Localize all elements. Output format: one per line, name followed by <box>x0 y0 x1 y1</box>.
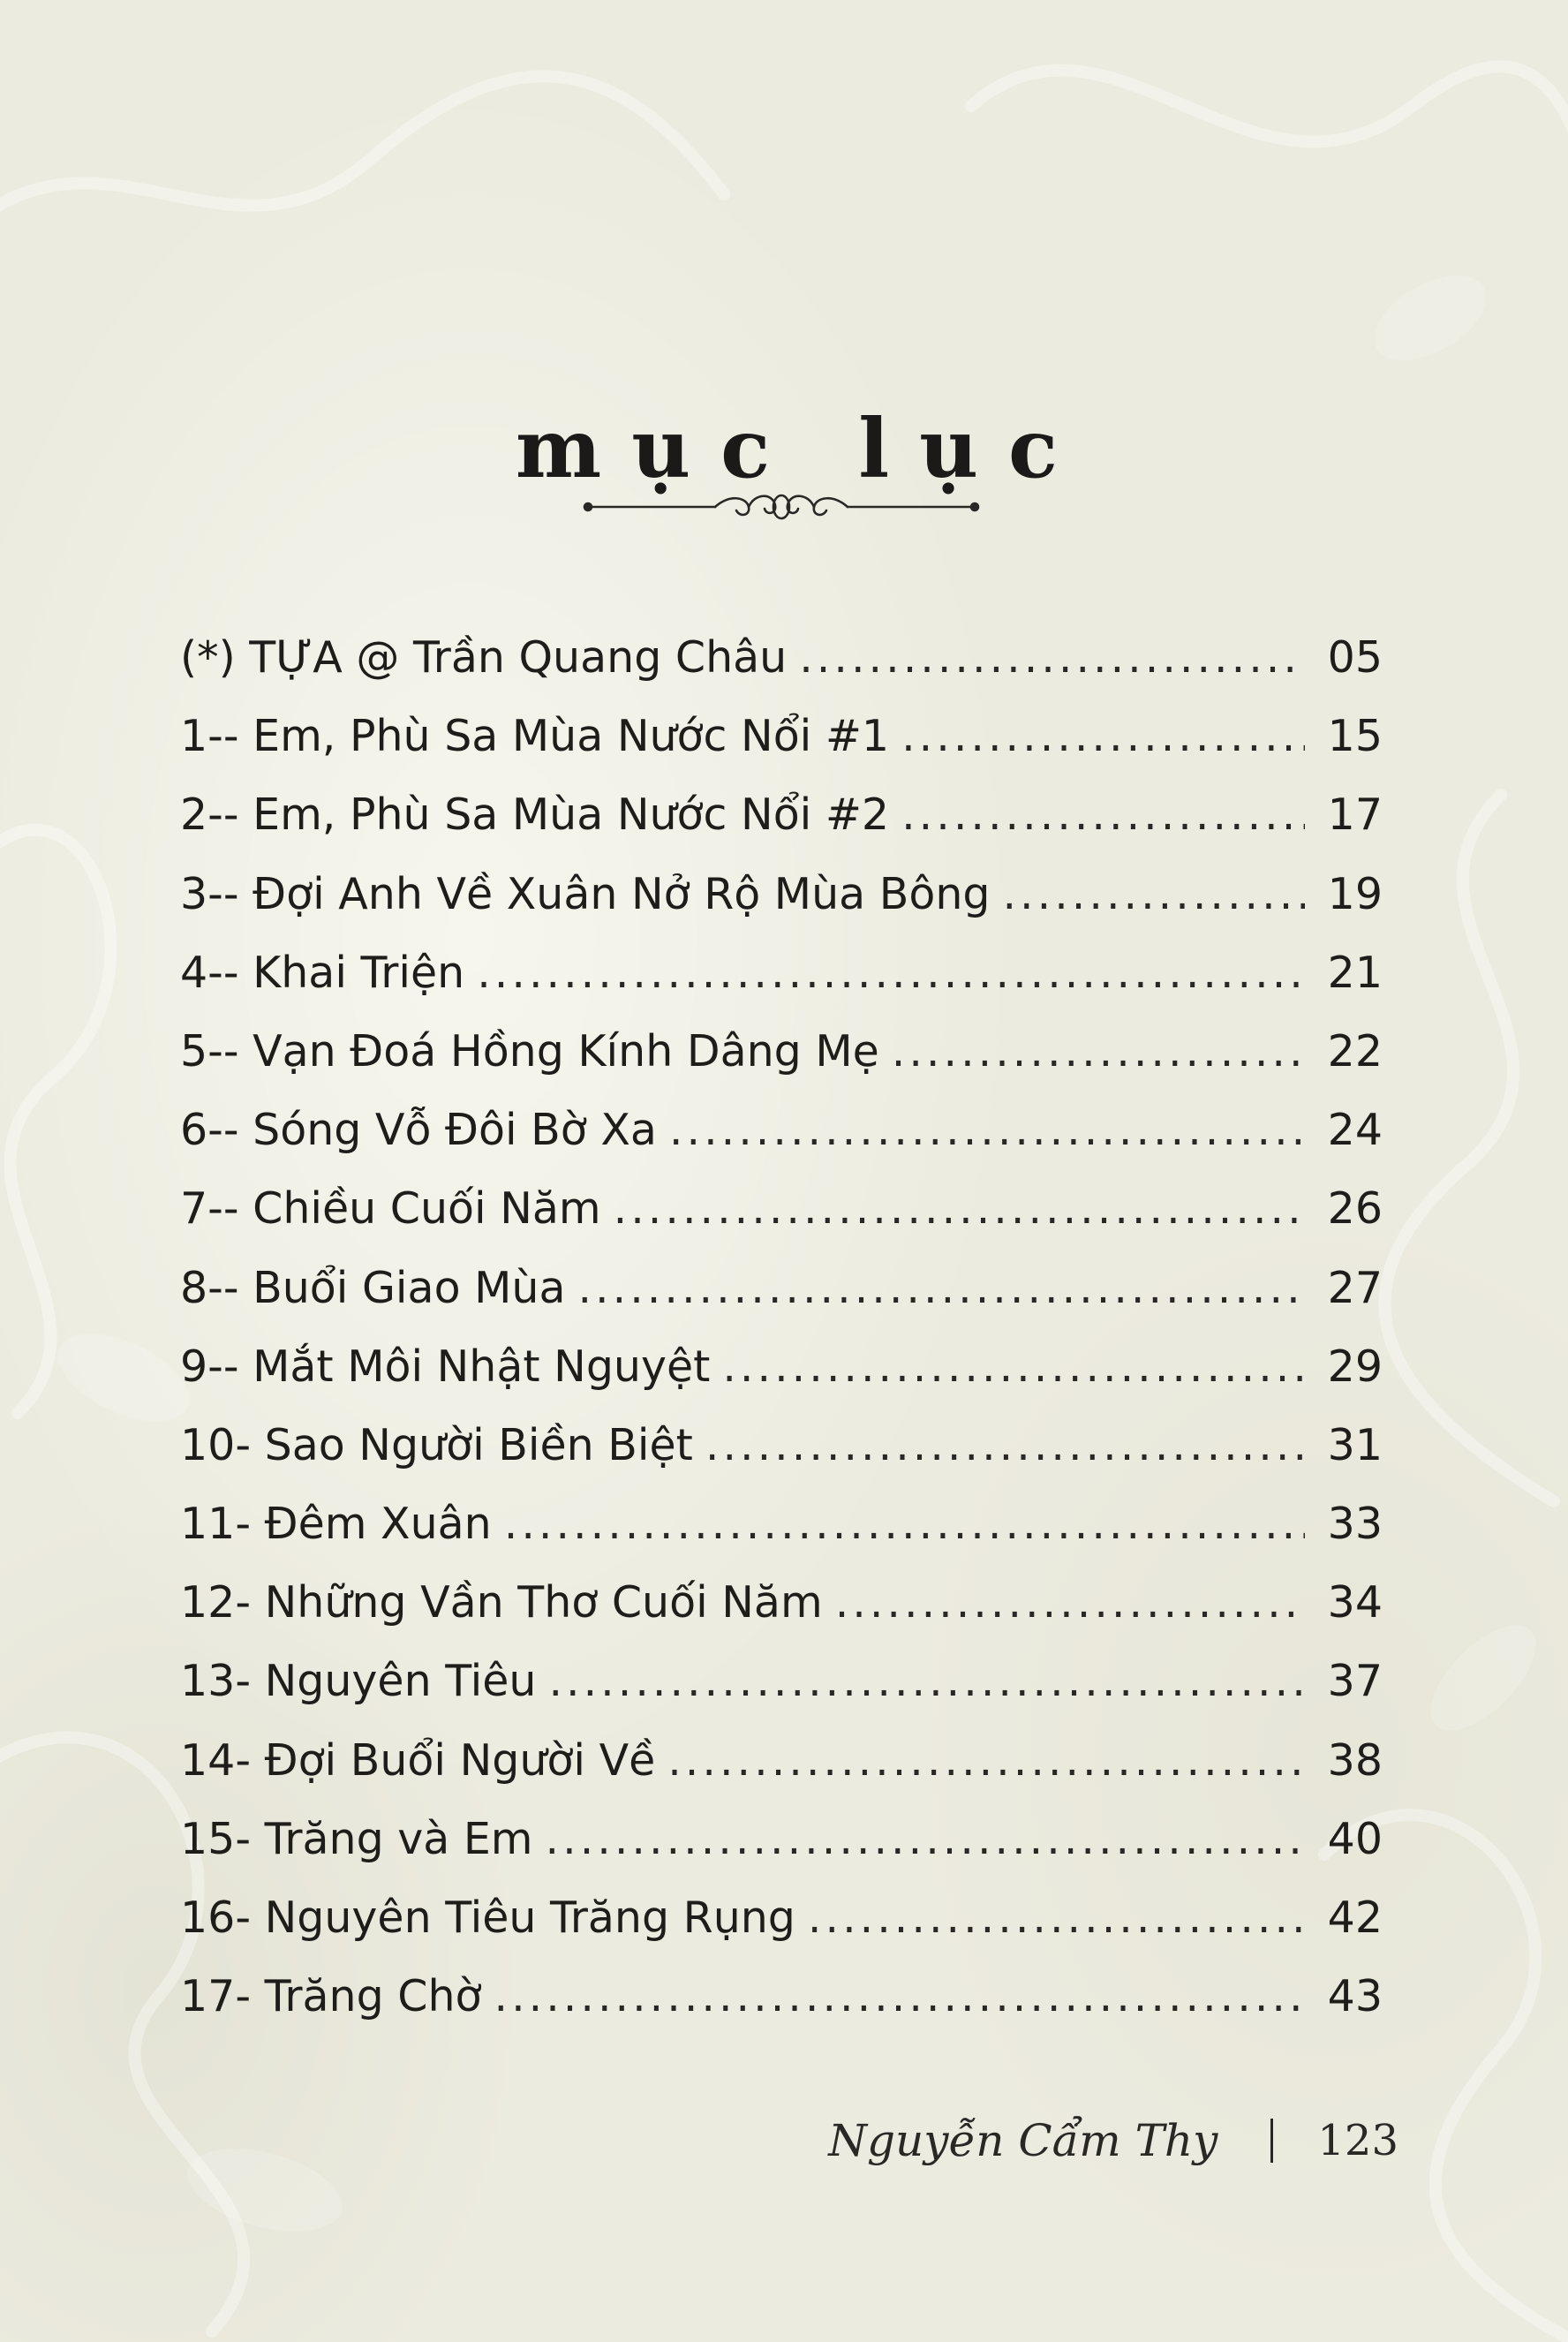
toc-entry-page-number: 15 <box>1327 711 1383 762</box>
toc-entry-page-number: 34 <box>1327 1577 1383 1628</box>
toc-dot-leader <box>504 1485 1305 1563</box>
toc-entry-title: 16- Nguyên Tiêu Trăng Rụng <box>180 1892 795 1943</box>
toc-entry-title: 9-- Mắt Môi Nhật Nguyệt <box>180 1341 711 1392</box>
toc-dot-leader <box>901 697 1305 775</box>
toc-entry-title: 1-- Em, Phù Sa Mùa Nước Nổi #1 <box>180 711 890 762</box>
toc-entry <box>180 1169 1383 1248</box>
toc-dot-leader <box>722 1327 1305 1406</box>
toc-entry-title: 17- Trăng Chờ <box>180 1971 482 2022</box>
toc-entry-title: 10- Sao Người Biền Biệt <box>180 1419 693 1470</box>
toc-dot-leader <box>669 1091 1305 1169</box>
toc-entry-title: 5-- Vạn Đoá Hồng Kính Dâng Mẹ <box>180 1025 879 1077</box>
toc-dot-leader <box>705 1406 1305 1485</box>
toc-dot-leader <box>548 1642 1305 1720</box>
toc-entry-title: 15- Trăng và Em <box>180 1813 533 1864</box>
toc-entry <box>180 855 1383 933</box>
toc-dot-leader <box>799 618 1305 697</box>
toc-entry-page-number: 21 <box>1327 947 1383 998</box>
toc-entry-title: (*) TỰA @ Trần Quang Châu <box>180 632 788 683</box>
toc-dot-leader <box>892 1012 1305 1091</box>
toc-dot-leader <box>546 1800 1305 1878</box>
toc-entry-page-number: 29 <box>1327 1341 1383 1392</box>
toc-entry <box>180 933 1383 1012</box>
toc-entry <box>180 1091 1383 1169</box>
toc-entry <box>180 1012 1383 1091</box>
toc-entry-title: 14- Đợi Buổi Người Về <box>180 1734 656 1786</box>
table-of-contents <box>180 618 1383 2036</box>
toc-entry-title: 3-- Đợi Anh Về Xuân Nở Rộ Mùa Bông <box>180 868 991 919</box>
toc-entry-title: 11- Đêm Xuân <box>180 1499 492 1550</box>
author-name: Nguyễn Cẩm Thy <box>828 2115 1218 2166</box>
toc-entry <box>180 1957 1383 2036</box>
toc-entry-page-number: 05 <box>1327 632 1383 683</box>
toc-entry <box>180 618 1383 697</box>
toc-entry-title: 6-- Sóng Vỗ Đôi Bờ Xa <box>180 1105 657 1156</box>
toc-dot-leader <box>477 933 1305 1012</box>
toc-entry-page-number: 43 <box>1327 1971 1383 2022</box>
page-footer <box>828 2115 1398 2166</box>
toc-entry <box>180 775 1383 854</box>
toc-entry-page-number: 40 <box>1327 1813 1383 1864</box>
page-number: 123 <box>1317 2116 1398 2165</box>
toc-entry-title: 12- Những Vần Thơ Cuối Năm <box>180 1577 823 1628</box>
toc-dot-leader <box>901 775 1305 854</box>
toc-entry <box>180 1878 1383 1957</box>
toc-entry-page-number: 33 <box>1327 1499 1383 1550</box>
toc-entry <box>180 697 1383 775</box>
toc-entry-title: 13- Nguyên Tiêu <box>180 1656 537 1707</box>
toc-dot-leader <box>667 1721 1305 1800</box>
toc-entry-title: 8-- Buổi Giao Mùa <box>180 1262 566 1313</box>
toc-entry-page-number: 38 <box>1327 1734 1383 1786</box>
toc-entry-page-number: 31 <box>1327 1419 1383 1470</box>
toc-entry-page-number: 24 <box>1327 1105 1383 1156</box>
toc-entry-page-number: 26 <box>1327 1183 1383 1235</box>
scroll-divider-icon <box>583 484 980 530</box>
toc-entry-page-number: 22 <box>1327 1025 1383 1077</box>
toc-dot-leader <box>1002 855 1305 933</box>
page-title: mục lục <box>515 400 1089 496</box>
toc-dot-leader <box>577 1249 1305 1327</box>
toc-entry <box>180 1249 1383 1327</box>
toc-dot-leader <box>614 1169 1305 1248</box>
toc-entry-page-number: 42 <box>1327 1892 1383 1943</box>
toc-entry <box>180 1406 1383 1485</box>
toc-entry <box>180 1800 1383 1878</box>
toc-entry <box>180 1485 1383 1563</box>
toc-entry-page-number: 37 <box>1327 1656 1383 1707</box>
toc-dot-leader <box>494 1957 1306 2036</box>
toc-entry-title: 2-- Em, Phù Sa Mùa Nước Nổi #2 <box>180 789 890 841</box>
toc-dot-leader <box>808 1878 1305 1957</box>
toc-entry <box>180 1642 1383 1720</box>
toc-entry <box>180 1563 1383 1642</box>
toc-entry-title: 4-- Khai Triện <box>180 947 465 998</box>
toc-entry-title: 7-- Chiều Cuối Năm <box>180 1183 601 1235</box>
toc-entry-page-number: 17 <box>1327 789 1383 841</box>
toc-dot-leader <box>835 1563 1305 1642</box>
toc-entry-page-number: 19 <box>1327 868 1383 919</box>
footer-divider <box>1270 2119 1273 2163</box>
toc-entry <box>180 1721 1383 1800</box>
toc-entry-page-number: 27 <box>1327 1262 1383 1313</box>
toc-entry <box>180 1327 1383 1406</box>
